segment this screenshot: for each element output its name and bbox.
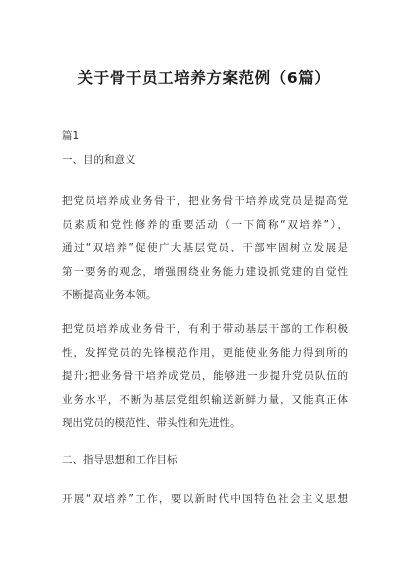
paragraph-line: 业务水平，不断为基层党组织输送新鲜力量，又能真正体 bbox=[62, 393, 348, 406]
paragraph-line: 把党员培养成业务骨干，有利于带动基层干部的工作积极 bbox=[62, 323, 348, 335]
paragraph-line: 通过“双培养”促使广大基层党员、干部牢固树立发展是 bbox=[62, 242, 348, 254]
paragraph-significance bbox=[62, 318, 348, 436]
paragraph-line: 提升;把业务骨干培养成党员，能够进一步提升党员队伍的 bbox=[62, 370, 348, 382]
paragraph-line: 员素质和党性修养的重要活动（一下简称“双培养”）， bbox=[62, 218, 348, 231]
paragraph-guiding-ideology bbox=[62, 488, 348, 512]
paragraph-line: 现出党员的模范性、带头性和先进性。 bbox=[62, 417, 241, 429]
section-heading-purpose: 一、目的和意义 bbox=[62, 154, 136, 166]
paragraph-line: 性，发挥党员的先锋模范作用，更能使业务能力得到所的 bbox=[62, 346, 348, 359]
document-title: 关于骨干员工培养方案范例（6篇） bbox=[77, 69, 331, 87]
part-label: 篇1 bbox=[62, 130, 80, 142]
paragraph-line: 把党员培养成业务骨干，把业务骨干培养成党员是提高党 bbox=[62, 195, 348, 207]
paragraph-line: 第一要务的观念，增强围绕业务能力建设抓党建的自觉性 bbox=[62, 265, 348, 278]
paragraph-line: 不断提高业务本领。 bbox=[62, 289, 157, 301]
section-heading-guiding-ideology: 二、指导思想和工作目标 bbox=[62, 454, 178, 466]
paragraph-purpose bbox=[62, 190, 348, 308]
paragraph-line: 开展“双培养”工作，要以新时代中国特色社会主义思想 bbox=[62, 493, 348, 505]
